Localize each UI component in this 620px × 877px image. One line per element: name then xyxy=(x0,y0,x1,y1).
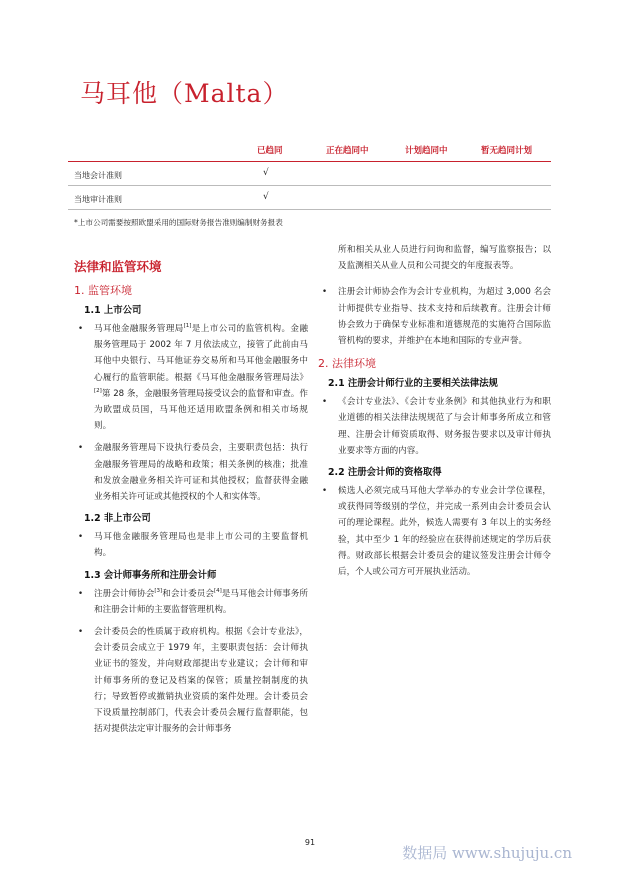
table-row-label: 当地审计准则 xyxy=(74,195,122,204)
bullet: • xyxy=(322,486,328,497)
list-item: • 《会计专业法》、《会计专业条例》和其他执业行为和职业道德的相关法律法规规范了与会计师事务所成立和管理、注册会计师资质取得、财务报告要求以及审计师执业要求等方面的内容。 xyxy=(318,394,551,459)
section-title: 法律和监管环境 xyxy=(74,259,162,274)
status-table-header xyxy=(0,144,620,158)
heading-firms-and-cpas: 1.3 会计师事务所和注册会计师 xyxy=(84,569,217,581)
continued-paragraph: 所和相关从业人员进行问询和监督，编写监察报告；以及监测相关从业人员和公司提交的年度报表等。 xyxy=(338,245,551,272)
header-planned: 计划趋同中 xyxy=(405,146,448,156)
header-converging: 正在趋同中 xyxy=(326,146,369,156)
watermark: 数据局 www.shujuju.cn xyxy=(402,844,572,862)
bullet: • xyxy=(322,287,328,298)
left-column xyxy=(74,258,308,743)
right-column xyxy=(318,242,551,586)
header-no-plan: 暂无趋同计划 xyxy=(481,146,533,156)
list-item: • 马耳他金融服务管理局也是非上市公司的主要监督机构。 xyxy=(74,529,308,561)
table-bottom-rule xyxy=(68,209,551,210)
heading-listed-companies: 1.1 上市公司 xyxy=(84,305,142,316)
list-item: • 注册会计师协会[3]和会计委员会[4]是马耳他会计师事务所和注册会计师的主要监督管理机构。 xyxy=(74,586,308,618)
footnote-ref: [3] xyxy=(154,587,163,594)
heading-laws: 2.1 注册会计师行业的主要相关法律法规 xyxy=(328,378,498,390)
subsection-title: 2. 法律环境 xyxy=(318,357,376,371)
bullet: • xyxy=(322,397,328,408)
bullet: • xyxy=(78,443,84,454)
heading-qualification: 2.2 注册会计师的资格取得 xyxy=(328,467,442,479)
page-title: 马耳他（Malta） xyxy=(80,79,289,108)
list-item: • 金融服务管理局下设执行委员会，主要职责包括：执行金融服务管理局的战略和政策；相关条例的核准；批准和发放金融业务相关许可证和其他授权；监督获得金融业务相关许可证或其他授权的个人和实体等。 xyxy=(74,440,308,505)
table-top-rule xyxy=(68,161,551,162)
heading-unlisted-companies: 1.2 非上市公司 xyxy=(84,513,151,525)
header-converged: 已趋同 xyxy=(257,146,283,156)
table-row-label: 当地会计准则 xyxy=(74,171,122,180)
list-item: • 会计委员会的性质属于政府机构。根据《会计专业法》，会计委员会成立于 1979 年，主要职责包括：会计师执业证书的签发，并向财政部提出专业建议；会计师和审计师事务所的登记及档案的保管；质量控制制度的执行；导致暂停或撤销执业资质的案件处理。会计委员会下设质量控制部门，代表会计委员会履行监督职能，包括对提供法定审计服务的会计师事务 xyxy=(74,624,308,737)
bullet: • xyxy=(78,588,84,599)
page-number: 91 xyxy=(304,838,316,847)
subsection-title: 1. 监管环境 xyxy=(74,284,132,297)
footnote-ref: [2] xyxy=(94,387,102,394)
check-mark: √ xyxy=(263,192,269,202)
table-footnote: *上市公司需要按照欧盟采用的国际财务报告准则编制财务报表 xyxy=(74,218,283,227)
bullet: • xyxy=(78,532,84,543)
list-item: • 候选人必须完成马耳他大学举办的专业会计学位课程，或获得同等级别的学位，并完成一系列由会计委员会认可的理论课程。此外，候选人需要有 3 年以上的实务经验，其中至少 1 年的经验应在获得前述规定的学历后获得。财政部长根据会计委员会的建议签发注册会计师令后，个人或公司方可开展执业活动。 xyxy=(318,483,551,580)
check-mark: √ xyxy=(263,168,269,178)
footnote-ref: [4] xyxy=(213,587,222,594)
list-item: • 注册会计师协会作为会计专业机构，为超过 3,000 名会计师提供专业指导、技术支持和后续教育。注册会计师协会致力于确保专业标准和道德规范的实施符合国际监管机构的要求，并维护在本地和国际的专业声誉。 xyxy=(318,284,551,349)
list-item: • 马耳他金融服务管理局[1]是上市公司的监管机构。金融服务管理局于 2002 年 7 月依法成立，接管了此前由马耳他中央银行、马耳他证券交易所和马耳他金融服务中心履行的监管职能。根据《马耳他金融服务管理局法》[2]第 28 条，金融服务管理局接受议会的监督和审查。作为欧盟成员国，马耳他还适用欧盟条例和相关市场规则。 xyxy=(74,321,308,434)
footnote-ref: [1] xyxy=(183,323,192,330)
bullet: • xyxy=(78,324,84,334)
table-row-divider xyxy=(68,185,551,186)
bullet: • xyxy=(78,627,84,638)
